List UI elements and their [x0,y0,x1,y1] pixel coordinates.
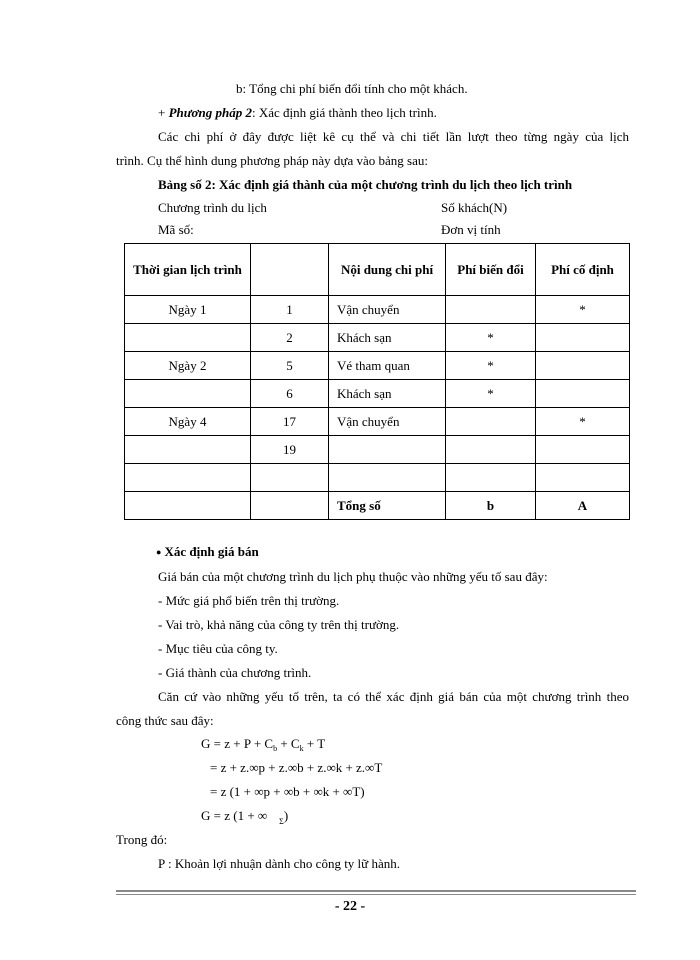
list-item: - Mức giá phổ biến trên thị trường. [158,593,340,608]
cell-variable: * [446,324,536,352]
cell-variable [446,408,536,436]
cell-content: Khách sạn [329,324,446,352]
header-fixed-cost: Phí cố định [536,244,630,296]
formula-1-sub-k: k [299,744,304,753]
cell-variable: * [446,380,536,408]
cell-index: 5 [251,352,329,380]
cell-content: Vé tham quan [329,352,446,380]
total-variable: b [446,492,536,520]
cell-index: 19 [251,436,329,464]
table-row [125,408,630,436]
table-title: Bảng số 2: Xác định giá thành của một chương trình du lịch theo lịch trình [158,177,573,192]
cell-fixed: * [536,296,630,324]
table-total-row [125,492,630,520]
header-schedule-time: Thời gian lịch trình [125,244,251,296]
cell-fixed [536,464,630,492]
cell-content: Vận chuyển [329,408,446,436]
table-row [125,380,630,408]
formula-intro-line-2: công thức sau đây: [116,713,214,728]
cell-fixed: * [536,408,630,436]
p-definition: P : Khoản lợi nhuận dành cho công ty lữ hành. [158,856,400,871]
cell-fixed [536,324,630,352]
cost-schedule-table [124,243,630,520]
where-label: Trong đó: [116,832,168,847]
list-item: - Giá thành của chương trình. [158,665,312,680]
guests-label: Số khách(N) [441,200,508,215]
table-row [125,352,630,380]
method-2-line [158,105,437,121]
program-label: Chương trình du lịch [158,200,267,215]
header-variable-cost: Phí biến đổi [446,244,536,296]
cell-variable [446,296,536,324]
cell-index: 1 [251,296,329,324]
table-row [125,436,630,464]
cell-day: Ngày 4 [125,408,251,436]
bullet-icon: ● [156,547,162,557]
section-intro: Giá bán của một chương trình du lịch phụ thuộc vào những yếu tố sau đây: [158,569,548,584]
section-heading-text: Xác định giá bán [164,544,259,559]
cell-day: Ngày 1 [125,296,251,324]
formula-1-part-a: G = z + P + C [201,736,274,751]
cell-day [125,464,251,492]
paragraph-line-2: trình. Cụ thể hình dung phương pháp này dựa vào bảng sau: [116,153,428,168]
cell-fixed [536,380,630,408]
cell-index: 2 [251,324,329,352]
formula-3: = z (1 + ∞p + ∞b + ∞k + ∞T) [210,784,365,799]
formula-1-part-c: + T [303,736,326,751]
table-header-row [125,244,630,296]
cell-variable: * [446,352,536,380]
header-index [251,244,329,296]
cell-index: 17 [251,408,329,436]
cell-variable [446,464,536,492]
formula-4-part-b: ) [283,808,289,823]
formula-1-sub-b: b [273,744,278,753]
cell-fixed [536,352,630,380]
list-item: - Vai trò, khả năng của công ty trên thị trường. [158,617,400,632]
method-prefix: + [158,105,169,120]
table-row [125,324,630,352]
formula-4 [201,808,288,830]
cell-day [125,436,251,464]
cell-variable [446,436,536,464]
cell-day [125,324,251,352]
total-label: Tổng số [329,492,446,520]
formula-1 [201,736,325,757]
paragraph-line-1: Các chi phí ở đây được liệt kê cụ thể và chi tiết lần lượt theo từng ngày của lịch [158,129,629,144]
method-description: : Xác định giá thành theo lịch trình. [252,105,437,120]
cell-content [329,436,446,464]
cell-index [251,464,329,492]
cell-index [251,492,329,520]
total-fixed: A [536,492,630,520]
formula-4-part-a: G = z (1 + ∞ [201,808,268,823]
footer-rule [116,890,636,892]
line-b-definition: b: Tổng chi phí biến đổi tính cho một khách. [236,81,468,96]
cell-content: Vận chuyển [329,296,446,324]
cell-index: 6 [251,380,329,408]
cell-day [125,492,251,520]
footer-rule-thin [116,894,636,895]
page-number: - 22 - [334,899,366,914]
unit-label: Đơn vị tính [441,222,501,237]
formula-1-part-b: + C [277,736,300,751]
code-label: Mã số: [158,222,194,237]
formula-intro-line-1: Căn cứ vào những yếu tố trên, ta có thể xác định giá bán của một chương trình theo [158,689,629,704]
formula-2: = z + z.∞p + z.∞b + z.∞k + z.∞T [210,760,383,775]
cell-day: Ngày 2 [125,352,251,380]
formula-4-sub: Σ [279,817,284,826]
cell-content: Khách sạn [329,380,446,408]
list-item: - Mục tiêu của công ty. [158,641,278,656]
table-row [125,464,630,492]
cell-fixed [536,436,630,464]
section-heading [156,544,259,560]
cell-content [329,464,446,492]
table-row [125,296,630,324]
cell-day [125,380,251,408]
method-title: Phương pháp 2 [168,105,252,120]
header-cost-content: Nội dung chi phí [329,244,446,296]
